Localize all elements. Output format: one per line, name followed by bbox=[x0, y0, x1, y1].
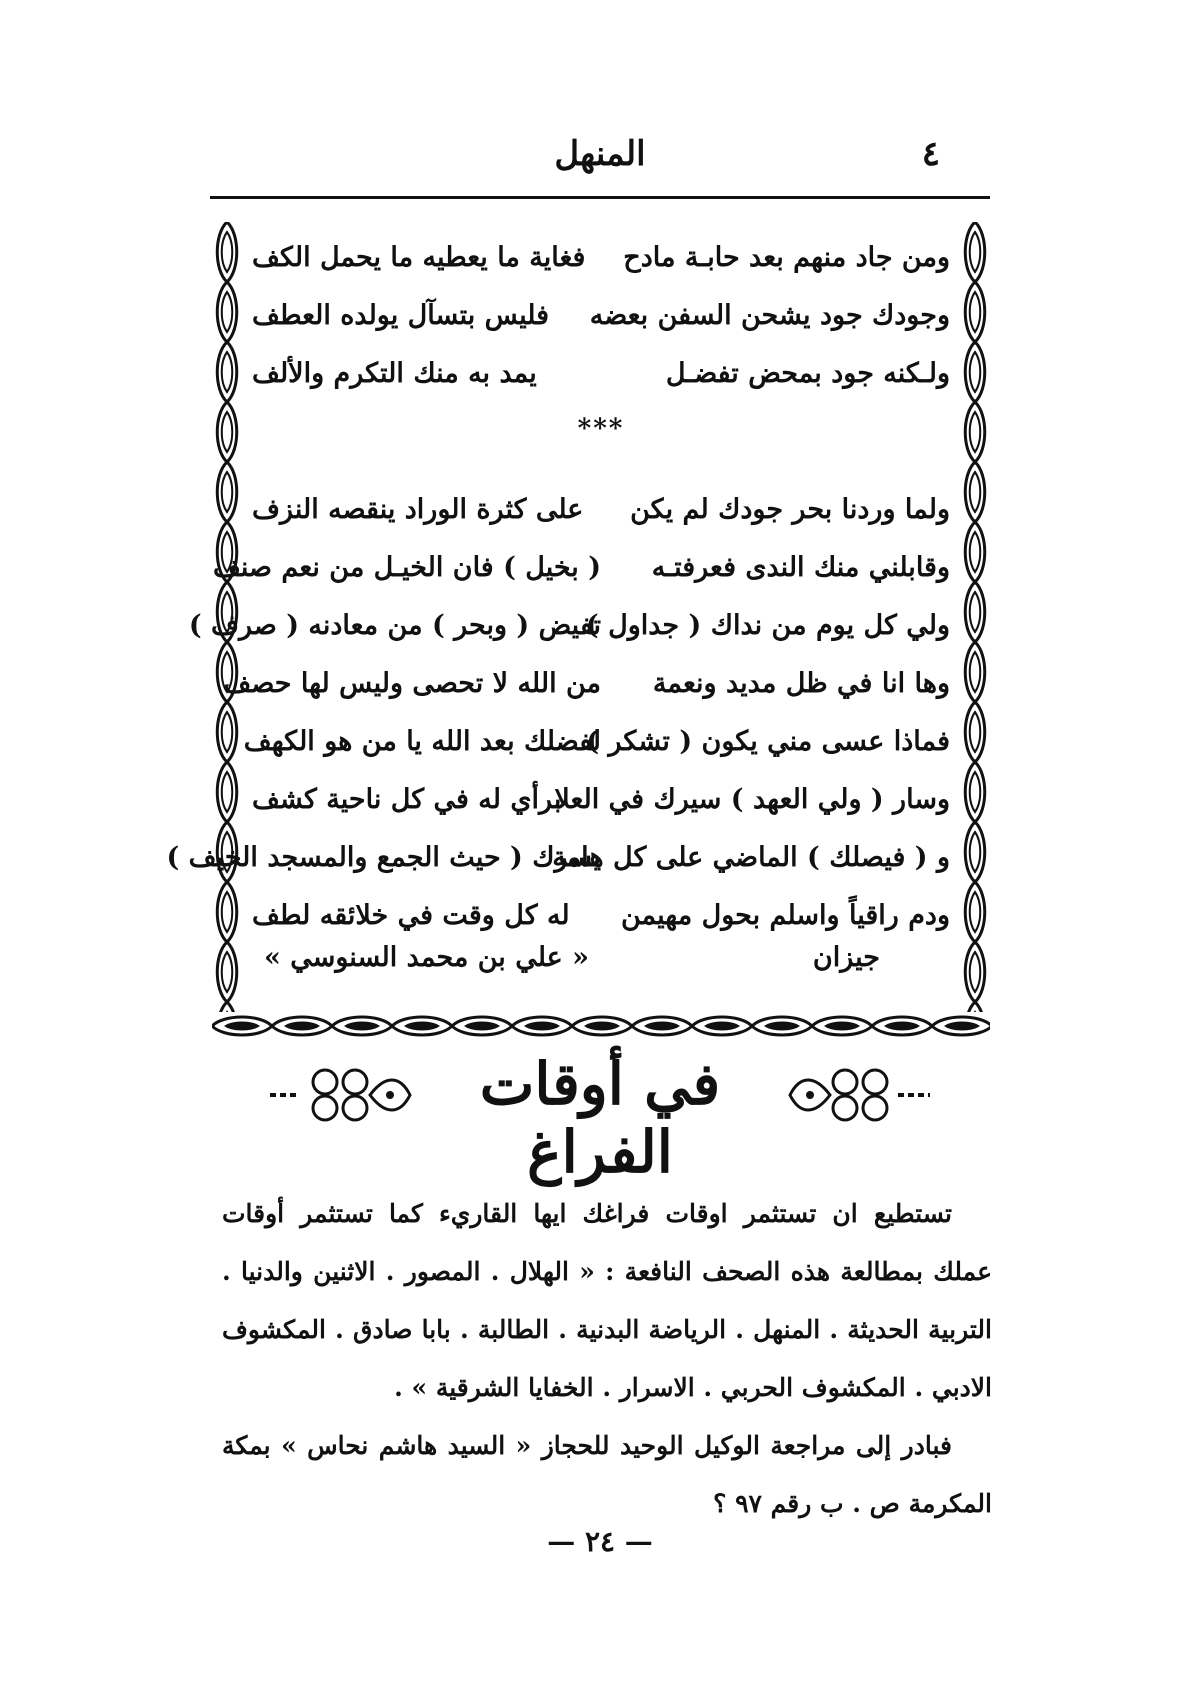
left-title-ornament-icon bbox=[270, 1060, 420, 1130]
verse bbox=[243, 712, 950, 770]
verse-second-hemistich: تفيض ( وبحر ) من معادنه ( صرف ) bbox=[188, 609, 601, 641]
verse bbox=[252, 480, 950, 538]
verse bbox=[188, 596, 950, 654]
verse bbox=[252, 228, 950, 286]
verse bbox=[212, 538, 950, 596]
right-title-ornament-icon bbox=[780, 1060, 930, 1130]
verse-first-hemistich: ولما وردنا بحر جودك لم يكن bbox=[630, 493, 950, 525]
verse-first-hemistich: فماذا عسى مني يكون ( تشكر ) bbox=[586, 725, 950, 757]
verse bbox=[252, 770, 950, 828]
verse-second-hemistich: من الله لا تحصى وليس لها حصف bbox=[223, 667, 601, 699]
verse-second-hemistich: يمد به منك التكرم والألف bbox=[252, 357, 537, 389]
verse-second-hemistich: فغاية ما يعطيه ما يحمل الكف bbox=[252, 241, 586, 273]
header-page-number: ٤ bbox=[921, 134, 940, 174]
verse bbox=[166, 828, 950, 886]
verse-first-hemistich: و ( فيصلك ) الماضي على كل هامة bbox=[552, 841, 950, 873]
poem-stanza-2 bbox=[166, 480, 950, 944]
verse-second-hemistich: برأي له في كل ناحية كشف bbox=[252, 783, 562, 815]
journal-name: المنهل bbox=[554, 134, 646, 174]
verse bbox=[252, 286, 950, 344]
verse-first-hemistich: وقابلني منك الندى فعرفتـه bbox=[651, 551, 950, 583]
footer-page-number: — ٢٤ — bbox=[547, 1525, 653, 1558]
verse-first-hemistich: ومن جاد منهم بعد حابـة مادح bbox=[623, 241, 950, 273]
poem-signatures bbox=[252, 942, 950, 973]
verse-first-hemistich: ودم راقياً واسلم بحول مهيمن bbox=[621, 899, 950, 931]
article-paragraph-1: تستطيع ان تستثمر اوقات فراغك ايها القاريء كما تستثمر أوقات عملك بمطالعة هذه الصحف النافعة : « الهلال . المصور . الاثنين والدنيا . التربية الحديثة . المنهل . الرياضة البدنية . الطالبة . بابا صادق . المكشوف الادبي . المكشوف الحربي . الاسرار . الخفايا الشرقية » . bbox=[222, 1199, 992, 1402]
page-header bbox=[210, 130, 990, 190]
verse-first-hemistich: ولي كل يوم من نداك ( جداول ) bbox=[585, 609, 950, 641]
verse-second-hemistich: يسرك ( حيث الجمع والمسجد الخيف ) bbox=[166, 841, 601, 873]
verse-first-hemistich: وسار ( ولي العهد ) سيرك في العلا bbox=[554, 783, 950, 815]
signature-place: جيزان bbox=[812, 942, 880, 973]
article-paragraph-2: فبادر إلى مراجعة الوكيل الوحيد للحجاز « السيد هاشم نحاس » بمكة المكرمة ص . ب رقم ٩٧ ؟ bbox=[222, 1431, 992, 1518]
poem-stanza-1 bbox=[252, 228, 950, 402]
verse-second-hemistich: ( بخيل ) فان الخيـل من نعم صنف bbox=[212, 551, 601, 583]
verse-second-hemistich: لفضلك بعد الله يا من هو الكهف bbox=[243, 725, 601, 757]
article-title: في أوقات الفراغ bbox=[479, 1050, 721, 1186]
header-rule bbox=[210, 196, 990, 199]
signature-author: « علي بن محمد السنوسي » bbox=[263, 942, 590, 973]
verse-second-hemistich: له كل وقت في خلائقه لطف bbox=[252, 899, 570, 931]
verse-second-hemistich: على كثرة الوراد ينقصه النزف bbox=[252, 493, 584, 525]
verse bbox=[252, 344, 950, 402]
right-ornamental-border bbox=[960, 222, 990, 1012]
verse-first-hemistich: وها انا في ظل مديد ونعمة bbox=[652, 667, 950, 699]
poem-frame bbox=[166, 222, 990, 1027]
stanza-separator: *** bbox=[577, 414, 625, 444]
verse-first-hemistich: ولـكنه جود بمحض تفضـل bbox=[665, 357, 950, 389]
article-title-block bbox=[270, 1040, 930, 1186]
verse-second-hemistich: فليس بتسآل يولده العطف bbox=[252, 299, 550, 331]
verse bbox=[252, 886, 950, 944]
article-body bbox=[222, 1185, 992, 1533]
bottom-ornamental-border bbox=[212, 1012, 990, 1040]
verse bbox=[223, 654, 950, 712]
verse-first-hemistich: وجودك جود يشحن السفن بعضه bbox=[589, 299, 950, 331]
